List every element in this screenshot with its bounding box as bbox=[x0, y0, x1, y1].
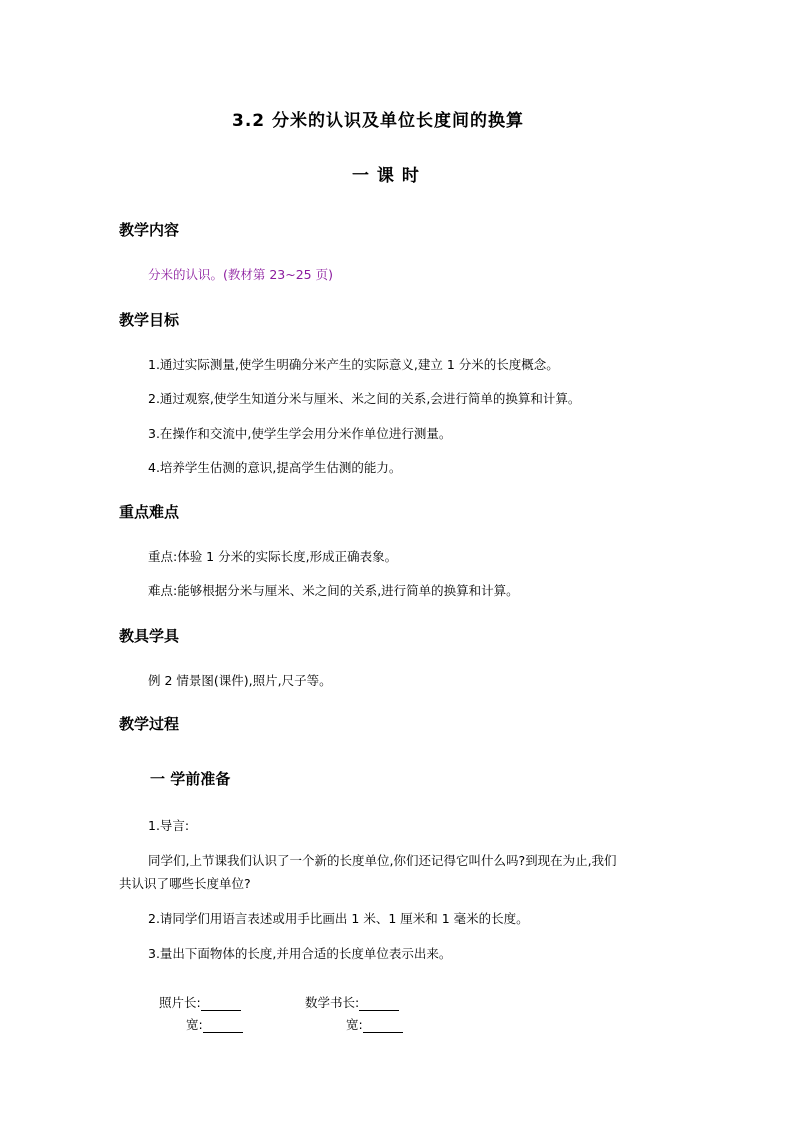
page-title: 3.2 分米的认识及单位长度间的换算 bbox=[232, 111, 525, 131]
answer-blank[interactable] bbox=[363, 1020, 403, 1033]
content-heading: 教学内容 bbox=[119, 221, 180, 239]
book-length-field bbox=[305, 993, 399, 1011]
prep-text: 共认识了哪些长度单位? bbox=[119, 876, 251, 891]
photo-width-field bbox=[186, 1015, 243, 1033]
book-width-label: 宽: bbox=[346, 1017, 363, 1032]
prep-item: 3.量出下面物体的长度,并用合适的长度单位表示出来。 bbox=[148, 946, 452, 961]
prep-heading: 一 学前准备 bbox=[150, 770, 231, 788]
answer-blank[interactable] bbox=[359, 998, 399, 1011]
goal-item: 1.通过实际测量,使学生明确分米产生的实际意义,建立 1 分米的长度概念。 bbox=[148, 357, 559, 372]
photo-length-label: 照片长: bbox=[159, 995, 201, 1010]
answer-blank[interactable] bbox=[203, 1020, 243, 1033]
book-length-label: 数学书长: bbox=[305, 995, 360, 1010]
answer-blank[interactable] bbox=[201, 998, 241, 1011]
book-width-field bbox=[346, 1015, 403, 1033]
prep-item: 2.请同学们用语言表述或用手比画出 1 米、1 厘米和 1 毫米的长度。 bbox=[148, 911, 529, 926]
photo-length-field bbox=[159, 993, 241, 1011]
key-point-text: 重点:体验 1 分米的实际长度,形成正确表象。 bbox=[148, 549, 398, 564]
goal-item: 4.培养学生估测的意识,提高学生估测的能力。 bbox=[148, 460, 402, 475]
prep-item: 1.导言: bbox=[148, 818, 190, 833]
process-heading: 教学过程 bbox=[119, 715, 180, 733]
goals-heading: 教学目标 bbox=[119, 311, 180, 329]
prep-text: 同学们,上节课我们认识了一个新的长度单位,你们还记得它叫什么吗?到现在为止,我们 bbox=[148, 853, 617, 868]
goal-item: 2.通过观察,使学生知道分米与厘米、米之间的关系,会进行简单的换算和计算。 bbox=[148, 391, 581, 406]
key-heading: 重点难点 bbox=[119, 503, 180, 521]
difficulty-text: 难点:能够根据分米与厘米、米之间的关系,进行简单的换算和计算。 bbox=[148, 583, 519, 598]
lesson-label: 一 课 时 bbox=[352, 166, 420, 186]
goal-item: 3.在操作和交流中,使学生学会用分米作单位进行测量。 bbox=[148, 426, 452, 441]
tools-text: 例 2 情景图(课件),照片,尺子等。 bbox=[148, 673, 332, 688]
content-text: 分米的认识。(教材第 23~25 页) bbox=[148, 267, 333, 282]
tools-heading: 教具学具 bbox=[119, 627, 180, 645]
photo-width-label: 宽: bbox=[186, 1017, 203, 1032]
